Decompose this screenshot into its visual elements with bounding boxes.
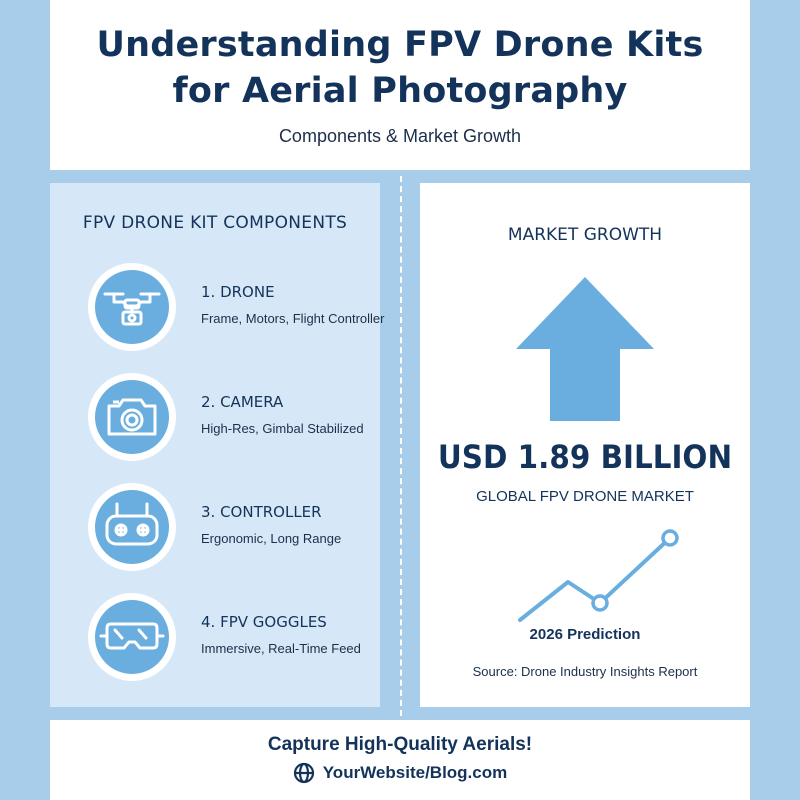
up-arrow-icon: [512, 275, 658, 423]
component-name: 4. FPV GOGGLES: [201, 613, 327, 631]
camera-icon: [95, 380, 169, 454]
market-heading: MARKET GROWTH: [507, 225, 663, 245]
section-divider: [400, 176, 402, 716]
page-subtitle: Components & Market Growth: [278, 126, 522, 146]
component-name: 2. CAMERA: [201, 393, 284, 411]
camera-icon-badge: [88, 373, 176, 461]
prediction-label: 2026 Prediction: [529, 626, 641, 643]
drone-icon-badge: [88, 263, 176, 351]
controller-icon: [95, 490, 169, 564]
component-controller: [88, 483, 378, 573]
footer-website[interactable]: [50, 762, 750, 784]
component-drone: [88, 263, 385, 353]
goggles-icon-badge: [88, 593, 176, 681]
market-panel: [420, 183, 750, 707]
drone-icon: [95, 270, 169, 344]
component-name: 3. CONTROLLER: [201, 503, 322, 521]
component-name: 1. DRONE: [201, 283, 275, 301]
components-heading: FPV DRONE KIT COMPONENTS: [82, 213, 348, 233]
controller-icon-badge: [88, 483, 176, 571]
trend-line-icon: [510, 528, 690, 623]
components-panel: [50, 183, 385, 707]
page-title: Understanding FPV Drone Kits for Aerial Photography: [96, 25, 704, 111]
market-label: GLOBAL FPV DRONE MARKET: [476, 488, 694, 505]
component-description: Ergonomic, Long Range: [201, 531, 342, 546]
goggles-icon: [95, 600, 169, 674]
component-goggles: [88, 593, 378, 683]
component-camera: [88, 373, 378, 463]
component-description: Immersive, Real-Time Feed: [201, 641, 361, 656]
globe-icon: [293, 762, 315, 784]
source-note: Source: Drone Industry Insights Report: [472, 664, 698, 679]
header-panel: [50, 0, 750, 170]
component-description: High-Res, Gimbal Stabilized: [201, 421, 364, 436]
market-value: USD 1.89 BILLION: [437, 438, 733, 476]
component-description: Frame, Motors, Flight Controller: [201, 311, 385, 326]
footer-cta: Capture High-Quality Aerials!: [267, 734, 533, 755]
footer-panel: [50, 720, 750, 800]
website-link[interactable]: YourWebsite/Blog.com: [322, 763, 508, 782]
